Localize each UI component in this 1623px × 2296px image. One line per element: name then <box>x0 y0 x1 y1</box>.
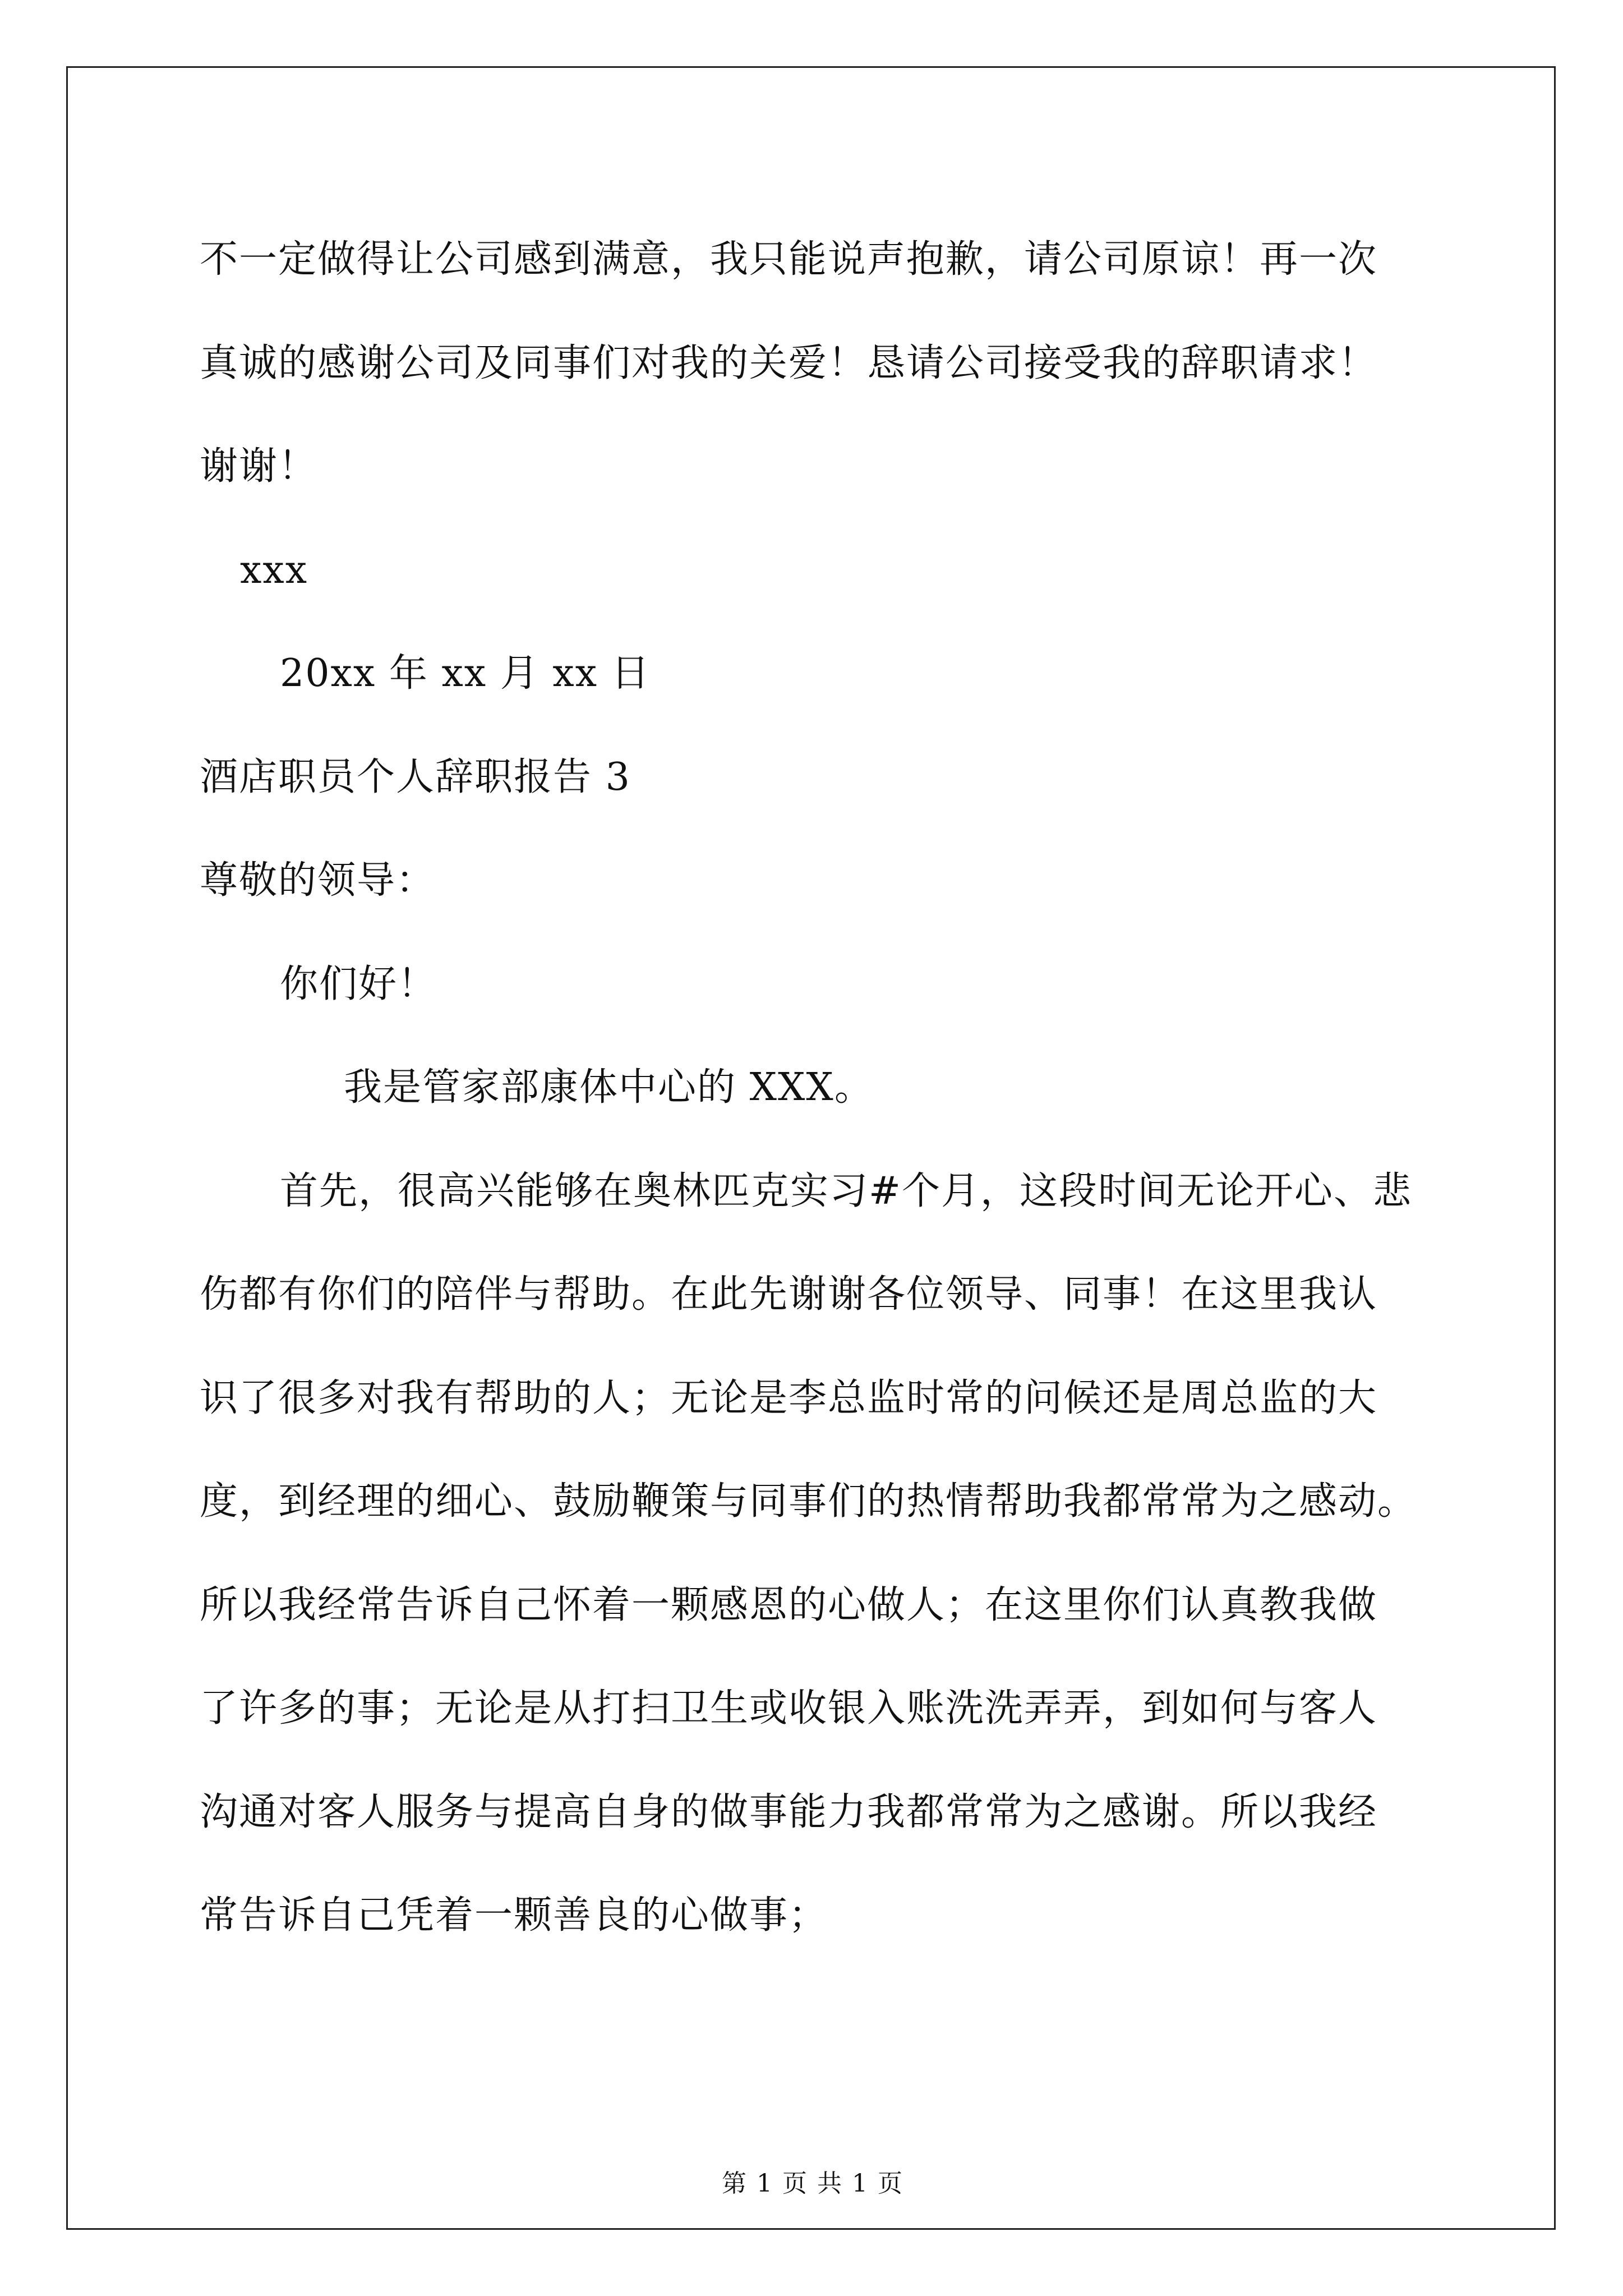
section-heading: 酒店职员个人辞职报告 3 <box>200 755 631 799</box>
body-line-10: 首先，很高兴能够在奥林匹克实习#个月，这段时间无论开心、悲 <box>280 1169 1412 1213</box>
body-line-15: 了许多的事；无论是从打扫卫生或收银入账洗洗弄弄，到如何与客人 <box>200 1686 1378 1731</box>
greeting: 你们好！ <box>280 962 437 1006</box>
signature-name: xxx <box>240 548 308 592</box>
body-line-13: 度，到经理的细心、鼓励鞭策与同事们的热情帮助我都常常为之感动。 <box>200 1479 1417 1524</box>
signature-date: 20xx 年 xx 月 xx 日 <box>280 651 651 696</box>
body-line-1: 不一定做得让公司感到满意，我只能说声抱歉，请公司原谅！再一次 <box>200 237 1378 282</box>
body-line-2: 真诚的感谢公司及同事们对我的关爱！恳请公司接受我的辞职请求！ <box>200 341 1378 385</box>
body-line-17: 常告诉自己凭着一颗善良的心做事； <box>200 1893 828 1938</box>
page-number-footer: 第 1 页 共 1 页 <box>722 2169 903 2198</box>
body-line-12: 识了很多对我有帮助的人；无论是李总监时常的问候还是周总监的大 <box>200 1376 1378 1420</box>
introduction: 我是管家部康体中心的 XXX。 <box>344 1065 874 1110</box>
body-line-3: 谢谢！ <box>200 444 318 489</box>
page-frame <box>66 66 1556 2230</box>
body-line-14: 所以我经常告诉自己怀着一颗感恩的心做人；在这里你们认真教我做 <box>200 1583 1378 1627</box>
salutation: 尊敬的领导： <box>200 858 436 903</box>
body-line-11: 伤都有你们的陪伴与帮助。在此先谢谢各位领导、同事！在这里我认 <box>200 1272 1378 1317</box>
body-line-16: 沟通对客人服务与提高自身的做事能力我都常常为之感谢。所以我经 <box>200 1790 1378 1834</box>
